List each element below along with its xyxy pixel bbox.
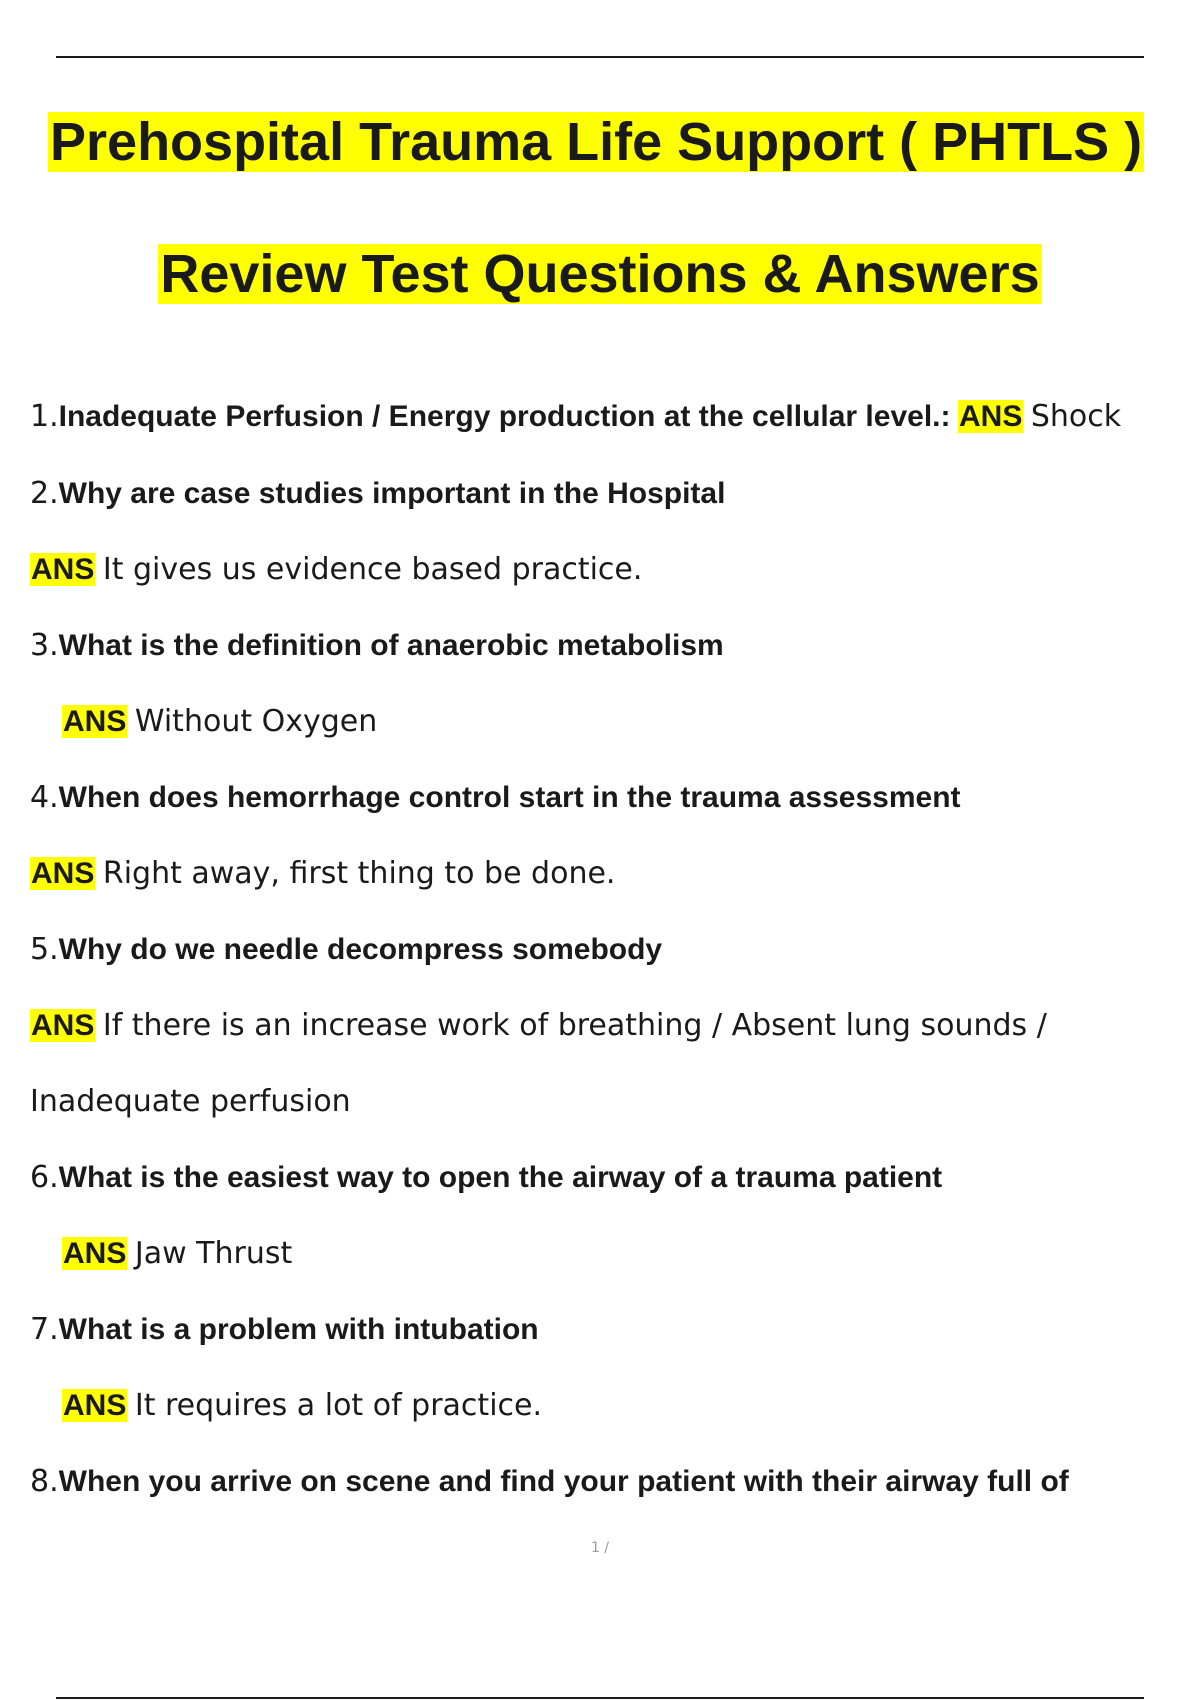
answer-text: It requires a lot of practice. [134, 1388, 543, 1423]
answer-line-continued [30, 1082, 351, 1122]
question-text: What is the definition of anaerobic metabolism [58, 629, 724, 662]
bottom-rule [56, 1697, 1144, 1699]
question-text: What is a problem with intubation [58, 1313, 539, 1346]
list-item: 1.Inadequate Perfusion / Energy production at the cellular level.: ANS Shock [30, 399, 1122, 434]
question-text: Inadequate Perfusion / Energy production at the cellular level.: [58, 400, 951, 433]
answer-line [62, 702, 377, 742]
answer-text: Jaw Thrust [134, 1236, 293, 1271]
ans-label: ANS [31, 857, 95, 890]
answer-line [30, 1006, 1047, 1046]
question-text: What is the easiest way to open the airway of a trauma patient [58, 1161, 943, 1194]
list-item: 7.What is a problem with intubation [30, 1312, 539, 1347]
list-item: 4.When does hemorrhage control start in the trauma assessment [30, 780, 961, 815]
answer-text: Without Oxygen [134, 704, 378, 739]
answer-text: Right away, first thing to be done. [102, 856, 616, 891]
top-rule [56, 56, 1144, 58]
answer-line [62, 1386, 542, 1426]
answer-line [30, 550, 642, 590]
document-title-line-2: Review Test Questions & Answers [160, 244, 1040, 304]
list-item: 8.When you arrive on scene and find your patient with their airway full of [30, 1464, 1069, 1499]
list-item: 5.Why do we needle decompress somebody [30, 932, 663, 967]
ans-label: ANS [31, 553, 95, 586]
answer-text: It gives us evidence based practice. [102, 552, 643, 587]
list-item: 6.What is the easiest way to open the airway of a trauma patient [30, 1160, 943, 1195]
document-title-line-1: Prehospital Trauma Life Support ( PHTLS ) [50, 112, 1143, 172]
question-text: When does hemorrhage control start in the trauma assessment [58, 781, 961, 814]
ans-label: ANS [958, 400, 1023, 433]
page-number: 1 / [590, 1540, 610, 1556]
ans-label: ANS [63, 1389, 127, 1422]
answer-text: If there is an increase work of breathing / Absent lung sounds / [102, 1008, 1047, 1043]
ans-label: ANS [31, 1009, 95, 1042]
answer-line [30, 854, 615, 894]
list-item: 3.What is the definition of anaerobic metabolism [30, 628, 724, 663]
question-text: When you arrive on scene and find your patient with their airway full of [58, 1465, 1069, 1498]
answer-line [62, 1234, 292, 1274]
ans-label: ANS [63, 705, 127, 738]
answer-text: Shock [1030, 399, 1122, 434]
question-text: Why do we needle decompress somebody [58, 933, 663, 966]
question-text: Why are case studies important in the Hospital [58, 477, 726, 510]
answer-text: Inadequate perfusion [30, 1084, 351, 1119]
ans-label: ANS [63, 1237, 127, 1270]
list-item: 2.Why are case studies important in the Hospital [30, 476, 726, 511]
